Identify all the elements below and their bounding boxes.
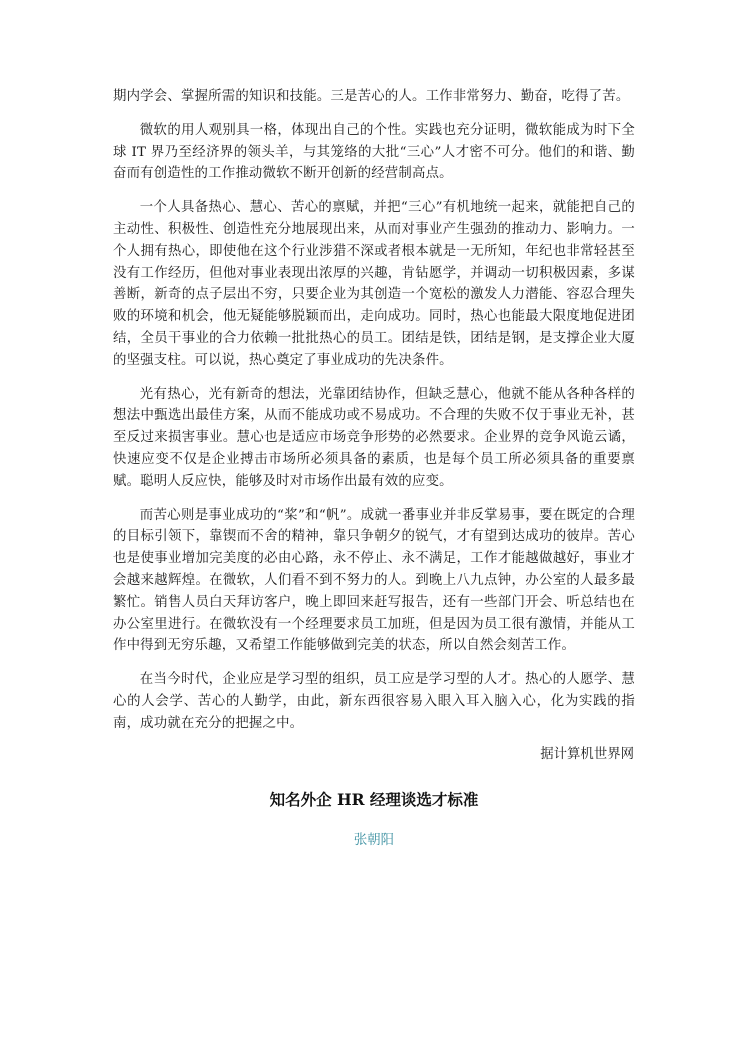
paragraph-3: 一个人具备热心、慧心、苦心的禀赋，并把“三心”有机地统一起来，就能把自己的主动性、积极性、创造性充分地展现出来，从而对事业产生强劲的推动力、影响力。一个人拥有热心，即使他在这个行业涉猎不深或者根本就是一无所知，年纪也非常轻甚至没有工作经历，但他对事业表现出浓厚的兴趣，肯钻愿学，并调动一切积极因素，多谋善断，新奇的点子层出不穷，只要企业为其创造一个宽松的激发人力潜能、容忍合理失败的环境和机会，他无疑能够脱颖而出，走向成功。同时，热心也能最大限度地促进团结，全员干事业的合力依赖一批批热心的员工。团结是铁，团结是钢，是支撑企业大厦的坚强支柱。可以说，热心奠定了事业成功的先决条件。 [113, 200, 635, 368]
article-title: 知名外企 HR 经理谈选才标准 [269, 790, 479, 810]
paragraph-4: 光有热心，光有新奇的想法，光靠团结协作，但缺乏慧心，他就不能从各种各样的想法中甄选出最佳方案，从而不能成功或不易成功。不合理的失败不仅于事业无补，甚至反过来损害事业。慧心也是适应市场竞争形势的必然要求。企业界的竞争风诡云谲，快速应变不仅是企业搏击市场所必须具备的素质，也是每个员工所必须具备的重要禀赋。聪明人反应快，能够及时对市场作出最有效的应变。 [113, 386, 635, 489]
paragraph-1: 期内学会、掌握所需的知识和技能。三是苦心的人。工作非常努力、勤奋，吃得了苦。 [113, 89, 630, 104]
paragraph-6: 在当今时代，企业应是学习型的组织，员工应是学习型的人才。热心的人愿学、慧心的人会学、苦心的人勤学，由此，新东西很容易入眼入耳入脑入心，化为实践的指南，成功就在充分的把握之中。 [113, 672, 635, 731]
article-author: 张朝阳 [353, 833, 395, 849]
paragraph-5: 而苦心则是事业成功的“桨”和“帆”。成就一番事业并非反掌易事，要在既定的合理的目标引领下，靠锲而不舍的精神，靠只争朝夕的锐气，才有望到达成功的彼岸。苦心也是使事业增加完美度的必由心路，永不停止、永不满足，工作才能越做越好，事业才会越来越辉煌。在微软，人们看不到不努力的人。到晚上八九点钟，办公室的人最多最繁忙。销售人员白天拜访客户，晚上即回来赶写报告，还有一些部门开会、听总结也在办公室里进行。在微软没有一个经理要求员工加班，但是因为员工很有激情，并能从工作中得到无穷乐趣，又希望工作能够做到完美的状态，所以自然会刻苦工作。 [113, 507, 635, 654]
document-page [113, 86, 635, 851]
paragraph-2: 微软的用人观别具一格，体现出自己的个性。实践也充分证明，微软能成为时下全球 IT 界乃至经济界的领头羊，与其笼络的大批“三心”人才密不可分。他们的和谐、勤奋而有创造性的工作推动微软不断开创新的经营制高点。 [113, 122, 635, 182]
source-attribution: 据计算机世界网 [540, 746, 634, 762]
